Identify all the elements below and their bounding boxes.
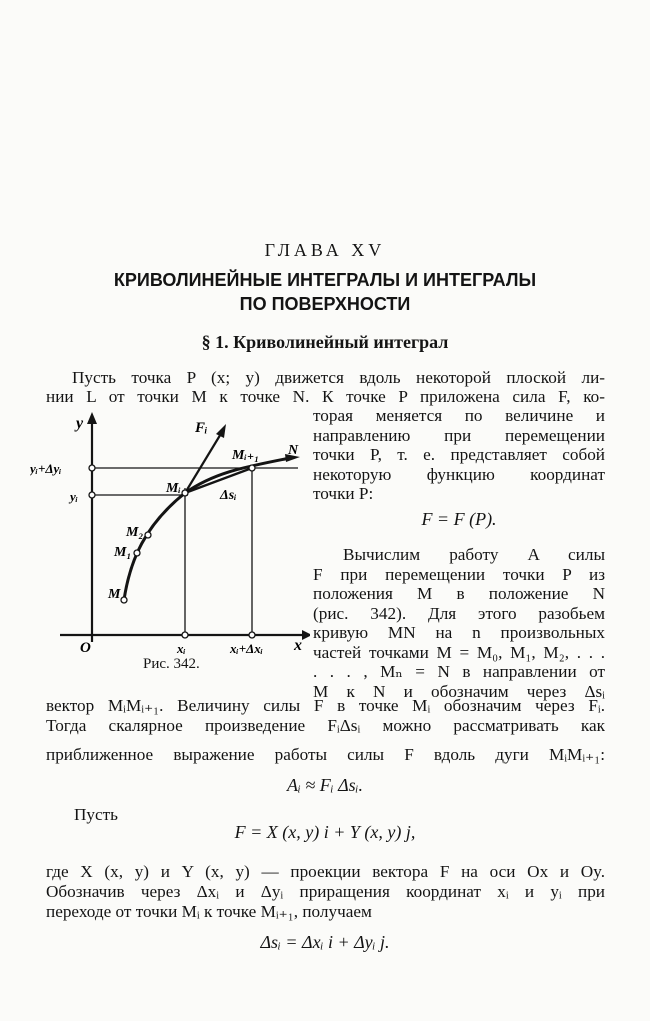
label-n: N	[288, 443, 299, 458]
paragraph-4-line-1: где X (x, y) и Y (x, y) — проекции вектора F на оси Ox и Oy.	[46, 862, 605, 881]
chapter-title-line-1: КРИВОЛИНЕЙНЫЕ ИНТЕГРАЛЫ И ИНТЕГРАЛЫ	[113, 270, 537, 290]
delta-s-vector	[185, 468, 252, 493]
formula-work: Aᵢ ≈ Fᵢ Δsᵢ.	[287, 775, 363, 795]
paragraph-4-line-2: Обозначив через Δxᵢ и Δyᵢ приращения координат xᵢ и yᵢ при	[46, 882, 605, 901]
label-y-i-plus: yᵢ+Δyᵢ	[30, 461, 62, 476]
label-x-axis: x	[294, 637, 302, 654]
paragraph-2-line-8: M к N и обозначим через Δsᵢ	[313, 681, 605, 701]
paragraph-2-line-6: частей точками M = M₀, M₁, M₂, . . .	[313, 642, 605, 662]
point-mi1	[249, 465, 255, 471]
label-mi1: Mᵢ₊₁	[232, 448, 260, 463]
word-pust: Пусть	[74, 805, 118, 824]
formula-delta-s: Δsᵢ = Δxᵢ i + Δyᵢ j.	[260, 932, 390, 952]
paragraph-2-line-4: (рис. 342). Для этого разобьем	[313, 603, 605, 623]
label-y-axis: y	[76, 415, 84, 432]
paragraph-2-line-1: Вычислим работу A силы	[343, 545, 605, 564]
paragraph-3-line-3: приближенное выражение работы силы F вдоль дуги MᵢMᵢ₊₁:	[46, 745, 605, 764]
label-delta-s: Δsᵢ	[220, 488, 237, 503]
paragraph-1-line-1: Пусть точка P (x; y) движется вдоль некоторой плоской ли-	[72, 368, 605, 387]
label-m1: M₁	[114, 545, 132, 560]
label-m: M	[108, 587, 121, 602]
tick-x-plus	[249, 632, 255, 638]
chapter-title	[40, 268, 610, 316]
figure-caption: Рис. 342.	[143, 656, 200, 672]
paragraph-1-column	[313, 406, 605, 504]
paragraph-2-column	[313, 545, 605, 701]
paragraph-4-line-3: переходе от точки Mᵢ к точке Mᵢ₊₁, получаем	[46, 902, 372, 921]
tick-y-plus	[89, 465, 95, 471]
formula-force-components: F = X (x, y) i + Y (x, y) j,	[234, 822, 416, 842]
paragraph-2-line-2: F при перемещении точки P из	[313, 564, 605, 584]
paragraph-3-line-1: вектор MᵢMᵢ₊₁. Величину силы F в точке Mᵢ обозначим через Fᵢ.	[46, 696, 605, 715]
curve-mn	[124, 458, 290, 600]
y-axis-arrow	[87, 412, 97, 424]
force-arrowhead	[216, 424, 226, 438]
paragraph-1-line-4: направлению при перемещении	[313, 425, 605, 445]
point-m2	[145, 532, 151, 538]
paragraph-1-line-7: точки P:	[313, 484, 374, 503]
paragraph-1-line-6: некоторую функцию координат	[313, 464, 605, 484]
paragraph-1-line-2: нии L от точки M к точке N. К точке P приложена сила F, ко-	[46, 387, 605, 406]
paragraph-2-line-7: . . . , Mₙ = N в направлении от	[313, 662, 605, 681]
label-x-i: xᵢ	[177, 641, 186, 655]
label-x-i-plus: xᵢ+Δxᵢ	[230, 641, 263, 655]
chapter-title-line-2: ПО ПОВЕРХНОСТИ	[239, 294, 411, 314]
label-force: Fᵢ	[195, 420, 208, 436]
section-heading: § 1. Криволинейный интеграл	[201, 332, 449, 352]
formula-force: F = F (P).	[421, 509, 497, 529]
figure-342	[30, 410, 310, 655]
paragraph-2-line-5: кривую MN на n произвольных	[313, 623, 605, 642]
label-origin: O	[80, 640, 91, 655]
label-mi: Mᵢ	[166, 481, 181, 496]
paragraph-3-line-2: Тогда скалярное произведение FᵢΔsᵢ можно рассматривать как	[46, 716, 605, 735]
label-y-i: yᵢ	[70, 489, 78, 504]
point-m1	[134, 550, 140, 556]
paragraph-1-line-3: торая меняется по величине и	[313, 406, 605, 425]
force-vector	[185, 432, 222, 493]
point-m	[121, 597, 127, 603]
paragraph-2-line-3: положения M в положение N	[313, 584, 605, 603]
tick-x-i	[182, 632, 188, 638]
chapter-heading: ГЛАВА XV	[264, 240, 386, 260]
tick-y-i	[89, 492, 95, 498]
point-mi	[182, 490, 188, 496]
paragraph-1-line-5: точки P, т. е. представляет собой	[313, 445, 605, 464]
label-m2: M₂	[126, 525, 144, 540]
x-axis-arrow	[302, 630, 310, 640]
